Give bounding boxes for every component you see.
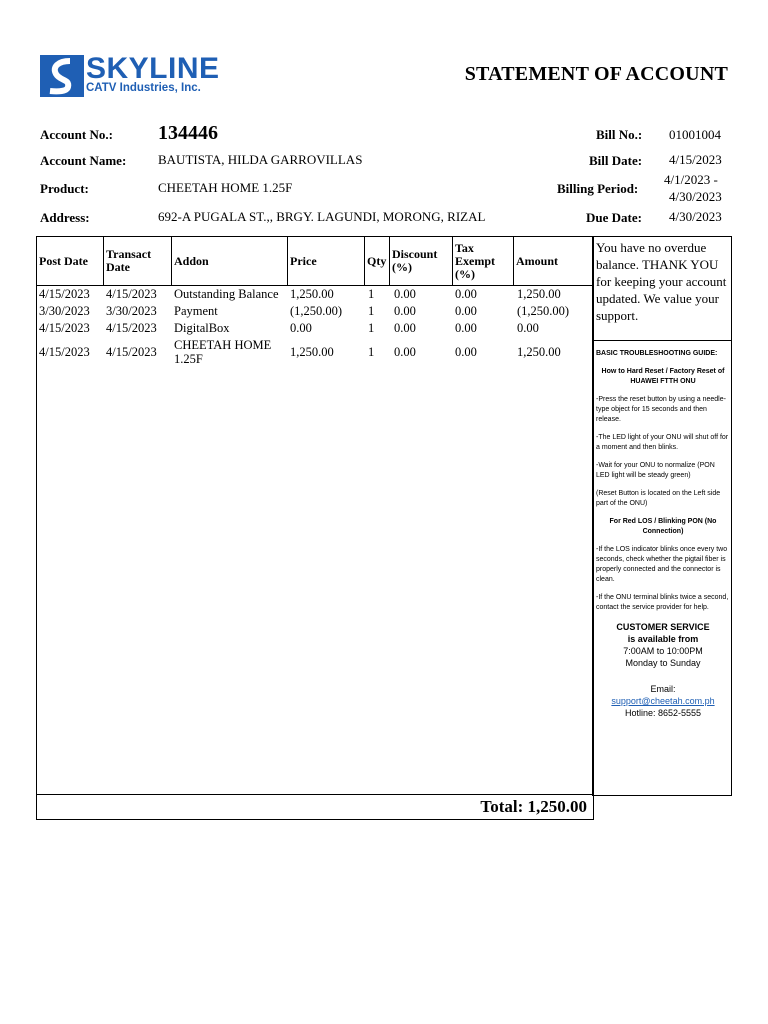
address-label: Address: <box>40 210 90 225</box>
cell-price: 1,250.00 <box>290 345 334 359</box>
cell-tax-exempt: 0.00 <box>455 287 477 301</box>
cell-tax-exempt: 0.00 <box>455 345 477 359</box>
bill-date: 4/15/2023 <box>669 152 722 167</box>
total-divider <box>37 794 593 795</box>
cell-discount: 0.00 <box>394 345 416 359</box>
header-price: Price <box>288 237 365 285</box>
guide-step-1: -Press the reset button by using a needle-type object for 15 seconds and then release. <box>596 396 726 423</box>
guide-step-2: -The LED light of your ONU will shut off for a moment and then blinks. <box>596 434 729 451</box>
cell-addon: DigitalBox <box>174 321 230 335</box>
cell-transact-date: 4/15/2023 <box>106 287 157 301</box>
company-name: SKYLINE <box>86 52 220 85</box>
billing-period-start: 4/1/2023 - <box>664 172 718 187</box>
page-title: STATEMENT OF ACCOUNT <box>464 63 728 85</box>
billing-period-label: Billing Period: <box>557 181 639 196</box>
cell-qty: 1 <box>368 304 375 318</box>
side-panel <box>592 236 732 796</box>
header-discount: Discount (%) <box>390 237 453 285</box>
email-link[interactable]: support@cheetah.com.ph <box>611 696 715 706</box>
cell-amount: 1,250.00 <box>517 345 561 359</box>
los-title: For Red LOS / Blinking PON (No Connection) <box>609 518 717 535</box>
side-divider <box>593 340 731 341</box>
cell-addon: Payment <box>174 304 218 318</box>
cell-price: 0.00 <box>290 321 312 335</box>
cell-addon: Outstanding Balance <box>174 287 279 301</box>
account-name: BAUTISTA, HILDA GARROVILLAS <box>158 152 363 167</box>
cell-addon: CHEETAH HOME 1.25F <box>174 338 272 366</box>
cell-tax-exempt: 0.00 <box>455 321 477 335</box>
cell-discount: 0.00 <box>394 287 416 301</box>
billing-period-end: 4/30/2023 <box>669 189 722 204</box>
address: 692-A PUGALA ST.,, BRGY. LAGUNDI, MORONG, RIZAL <box>158 209 486 224</box>
cell-qty: 1 <box>368 345 375 359</box>
header-transact-date: Transact Date <box>104 237 172 285</box>
account-no: 134446 <box>158 122 218 144</box>
due-date: 4/30/2023 <box>669 209 722 224</box>
bill-date-label: Bill Date: <box>589 153 643 168</box>
cell-post-date: 3/30/2023 <box>39 304 90 318</box>
product-label: Product: <box>40 181 89 196</box>
cell-post-date: 4/15/2023 <box>39 287 90 301</box>
cell-post-date: 4/15/2023 <box>39 345 90 359</box>
header-addon: Addon <box>172 237 288 285</box>
guide-note: (Reset Button is located on the Left side part of the ONU) <box>596 490 721 507</box>
reset-title: How to Hard Reset / Factory Reset of HUAWEI FTTH ONU <box>601 368 725 385</box>
cs-available: is available from <box>627 634 699 644</box>
table-header <box>37 237 593 286</box>
email-label: Email: <box>650 684 676 694</box>
product: CHEETAH HOME 1.25F <box>158 180 293 195</box>
balance-message: You have no overdue balance. THANK YOU for keeping your account updated. We value your support. <box>596 240 727 323</box>
company-subtitle: CATV Industries, Inc. <box>86 82 201 94</box>
guide-step-3: -Wait for your ONU to normalize (PON LED light will be steady green) <box>596 462 715 479</box>
cell-amount: 0.00 <box>517 321 539 335</box>
company-logo <box>40 52 220 100</box>
cell-tax-exempt: 0.00 <box>455 304 477 318</box>
cell-price: (1,250.00) <box>290 304 343 318</box>
skyline-logo-icon <box>40 55 84 97</box>
customer-service <box>596 621 730 719</box>
total-label: Total: <box>480 797 524 816</box>
total-row <box>480 797 587 817</box>
header-tax-exempt: Tax Exempt (%) <box>453 237 514 285</box>
cell-price: 1,250.00 <box>290 287 334 301</box>
cs-hours: 7:00AM to 10:00PM <box>623 646 703 656</box>
total-amount: 1,250.00 <box>527 797 587 816</box>
cell-transact-date: 4/15/2023 <box>106 345 157 359</box>
cell-amount: 1,250.00 <box>517 287 561 301</box>
cell-qty: 1 <box>368 321 375 335</box>
cell-transact-date: 4/15/2023 <box>106 321 157 335</box>
guide-step-4: -If the LOS indicator blinks once every two seconds, check whether the pigtail fiber is properly connected and the connector is clean. <box>596 546 728 583</box>
cell-discount: 0.00 <box>394 304 416 318</box>
header-post-date: Post Date <box>37 237 104 285</box>
due-date-label: Due Date: <box>586 210 642 225</box>
hotline: Hotline: 8652-5555 <box>624 708 702 718</box>
bill-no: 01001004 <box>669 127 721 142</box>
transactions-table <box>36 236 594 820</box>
guide-title: BASIC TROUBLESHOOTING GUIDE: <box>596 350 718 357</box>
cell-amount: (1,250.00) <box>517 304 570 318</box>
bill-no-label: Bill No.: <box>596 127 643 142</box>
header-amount: Amount <box>516 253 559 268</box>
cell-qty: 1 <box>368 287 375 301</box>
cell-transact-date: 3/30/2023 <box>106 304 157 318</box>
account-name-label: Account Name: <box>40 153 127 168</box>
guide-step-5: -If the ONU terminal blinks twice a second, contact the service provider for help. <box>596 594 729 611</box>
cs-title: CUSTOMER SERVICE <box>616 622 710 632</box>
cell-post-date: 4/15/2023 <box>39 321 90 335</box>
troubleshooting-guide <box>596 349 730 719</box>
cs-days: Monday to Sunday <box>625 658 701 668</box>
account-no-label: Account No.: <box>40 127 113 142</box>
cell-discount: 0.00 <box>394 321 416 335</box>
header-qty: Qty <box>365 237 390 285</box>
